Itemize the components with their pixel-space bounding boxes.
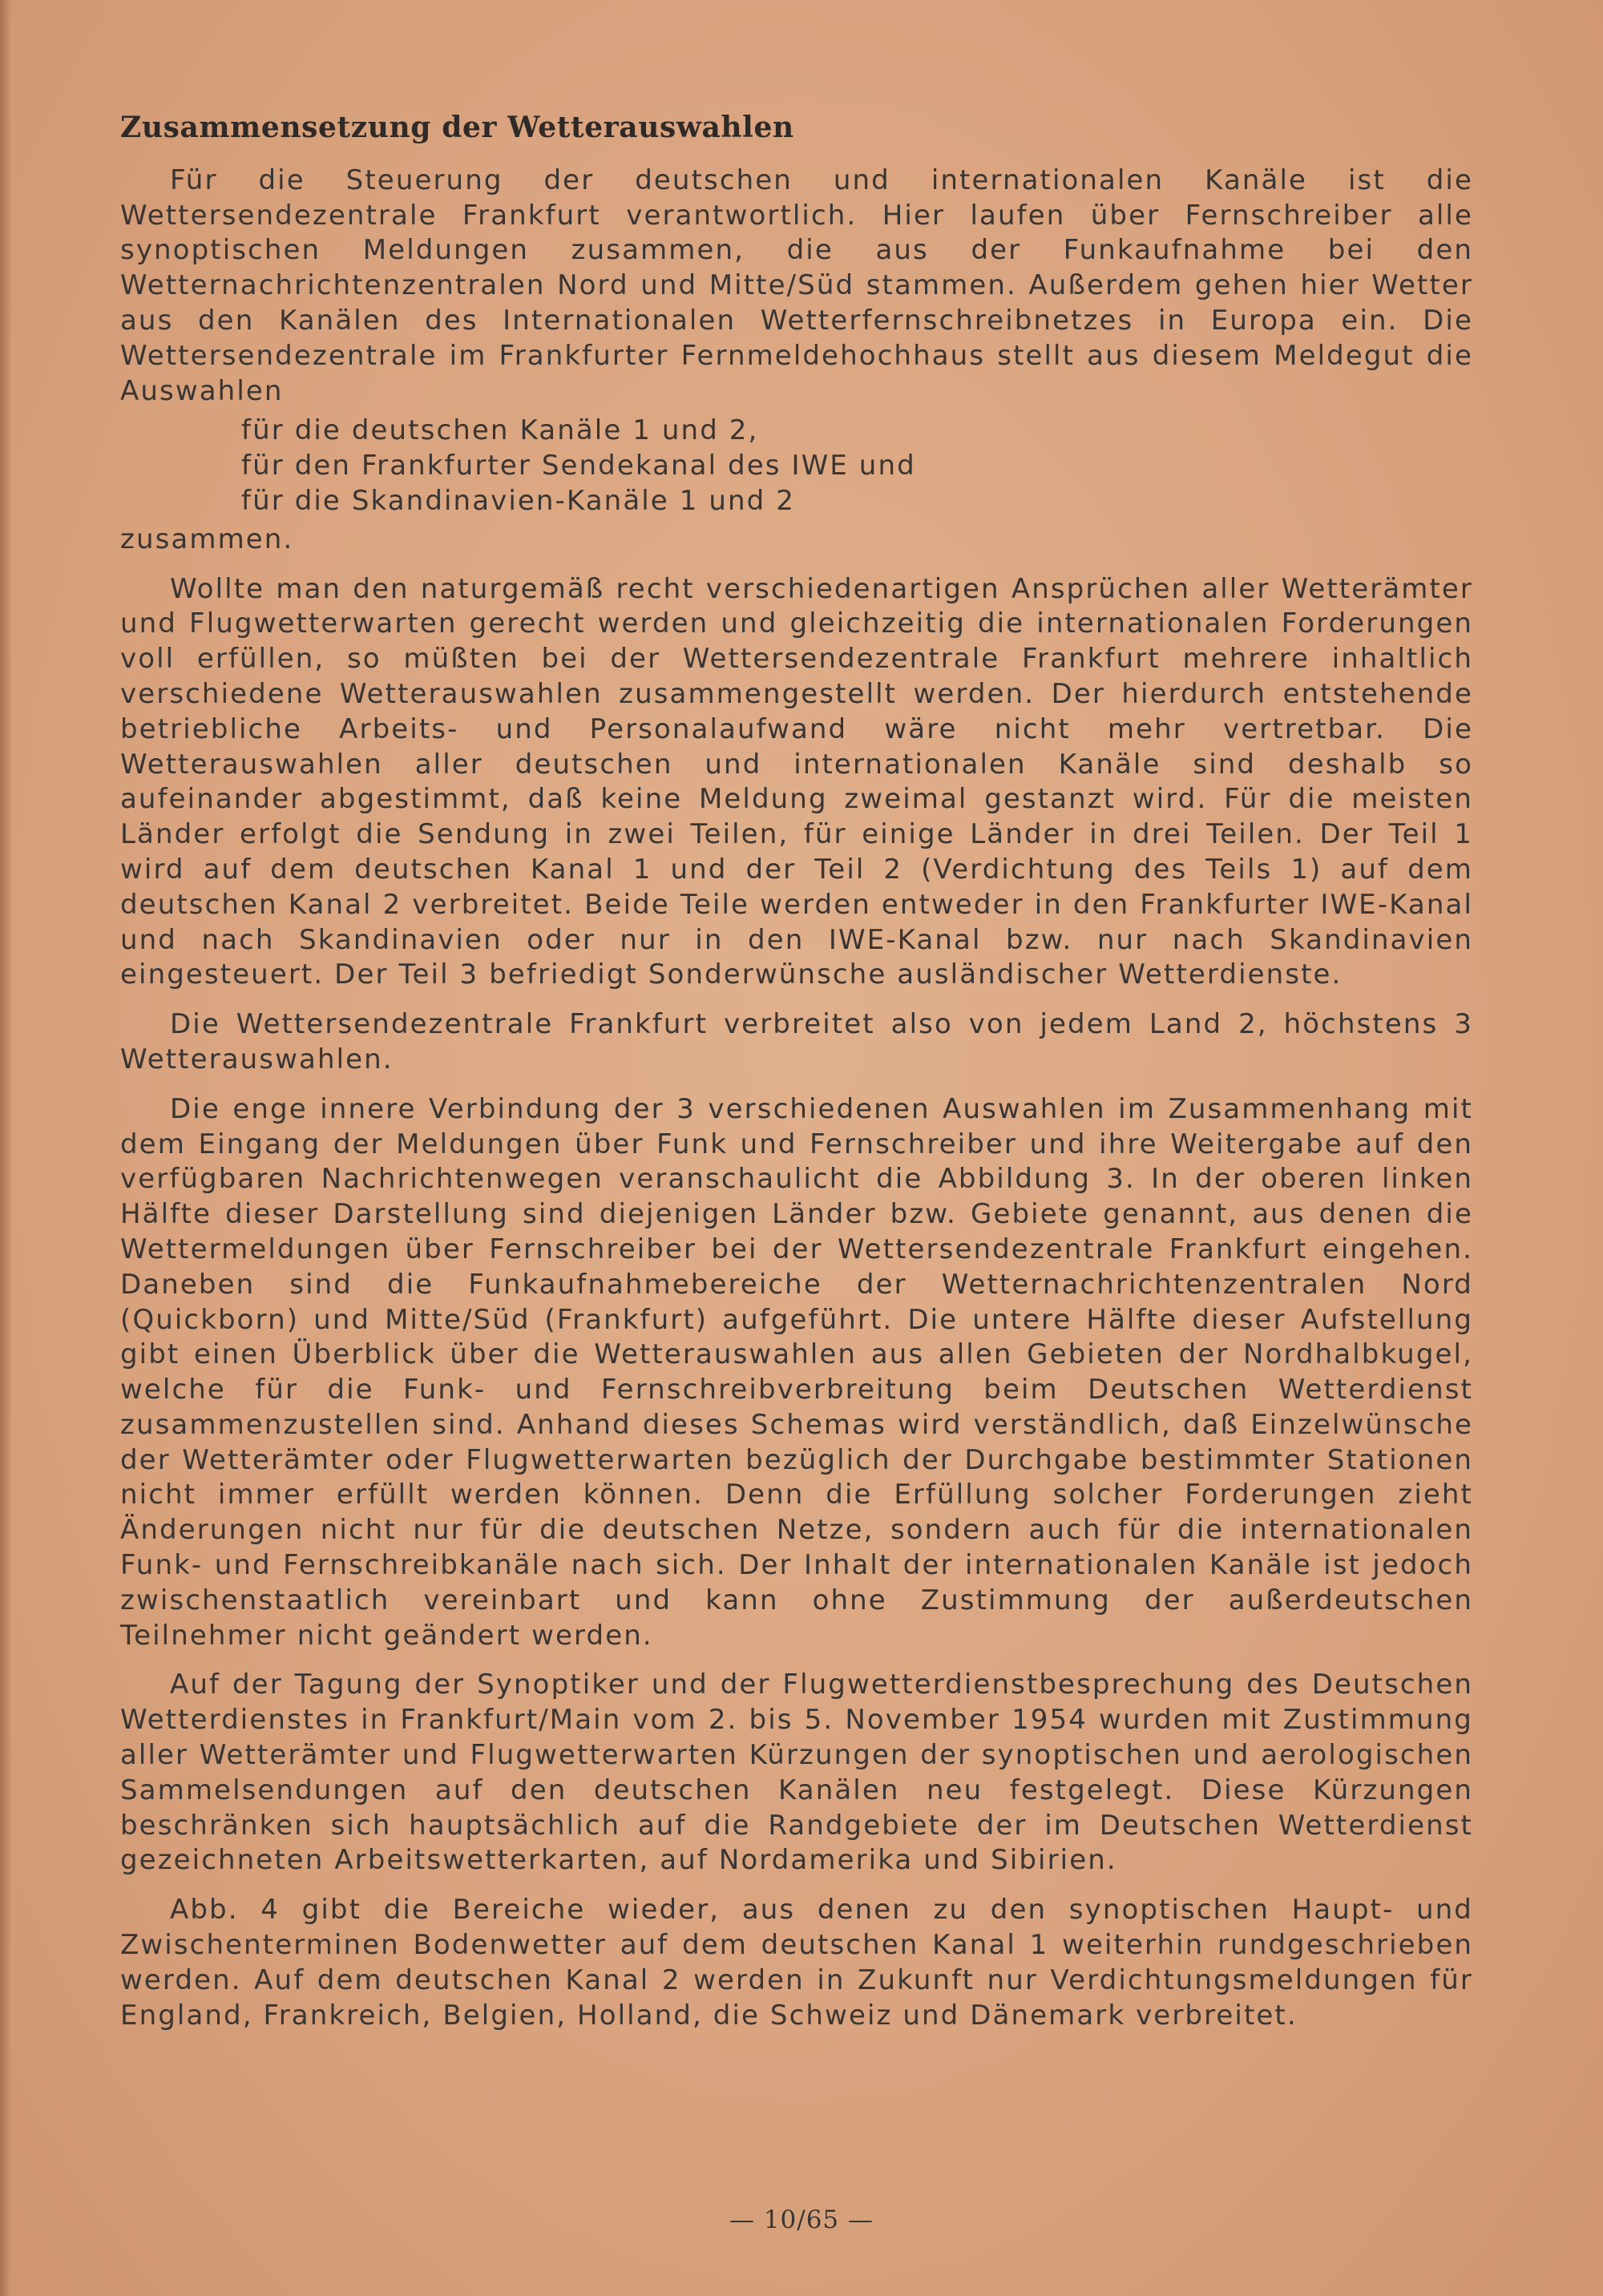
list-item: für die Skandinavien-Kanäle 1 und 2: [241, 484, 795, 517]
page-number: — 10/65 —: [729, 2205, 874, 2234]
paragraph-3: Die Wettersendezentrale Frankfurt verbreitet also von jedem Land 2, höchstens 3 Wetterauswahlen.: [120, 1008, 1473, 1075]
document-body: [120, 111, 1473, 2033]
paragraph-5: Auf der Tagung der Synoptiker und der Flugwetterdienstbesprechung des Deutschen Wetterdienstes in Frankfurt/Main vom 2. bis 5. November 1954 wurden mit Zustimmung aller Wetterämter und Flugwetterwarten Kürzungen der synoptischen und aerologischen Sammelsendungen auf den deutschen Kanälen neu festgelegt. Diese Kürzungen beschränken sich hauptsächlich auf die Randgebiete der im Deutschen Wetterdienst gezeichneten Arbeitswetterkarten, auf Nordamerika und Sibirien.: [120, 1669, 1473, 1877]
list-item: für die deutschen Kanäle 1 und 2,: [241, 414, 759, 447]
paragraph-6: Abb. 4 gibt die Bereiche wieder, aus denen zu den synoptischen Haupt- und Zwischenterminen Bodenwetter auf dem deutschen Kanal 1 weiterhin rundgeschrieben werden. Auf dem deutschen Kanal 2 werden in Zukunft nur Verdichtungsmeldungen für England, Frankreich, Belgien, Holland, die Schweiz und Dänemark verbreitet.: [120, 1894, 1473, 2032]
section-heading: Zusammensetzung der Wetterauswahlen: [120, 111, 794, 144]
paragraph-1: Für die Steuerung der deutschen und internationalen Kanäle ist die Wettersendezentrale Frankfurt verantwortlich. Hier laufen über Fernschreiber alle synoptischen Meldungen zusammen, die aus der Funkaufnahme bei den Wetternachrichtenzentralen Nord und Mitte/Süd stammen. Außerdem gehen hier Wetter aus den Kanälen des Internationalen Wetterfernschreibnetzes in Europa ein. Die Wettersendezentrale im Frankfurter Fernmeldehochhaus stellt aus diesem Meldegut die Auswahlen: [120, 163, 1473, 407]
page-edge-shadow: [0, 0, 11, 2296]
paragraph-2: Wollte man den naturgemäß recht verschiedenartigen Ansprüchen aller Wetterämter und Flugwetterwarten gerecht werden und gleichzeitig die internationalen Forderungen voll erfüllen, so müßten bei der Wettersendezentrale Frankfurt mehrere inhaltlich verschiedene Wetterauswahlen zusammengestellt werden. Der hierdurch entstehende betriebliche Arbeits- und Personalaufwand wäre nicht mehr vertretbar. Die Wetterauswahlen aller deutschen und internationalen Kanäle sind deshalb so aufeinander abgestimmt, daß keine Meldung zweimal gestanzt wird. Für die meisten Länder erfolgt die Sendung in zwei Teilen, für einige Länder in drei Teilen. Der Teil 1 wird auf dem deutschen Kanal 1 und der Teil 2 (Verdichtung des Teils 1) auf dem deutschen Kanal 2 verbreitet. Beide Teile werden entweder in den Frankfurter IWE-Kanal und nach Skandinavien oder nur in den IWE-Kanal bzw. nur nach Skandinavien eingesteuert. Der Teil 3 befriedigt Sonderwünsche ausländischer Wetterdienste.: [120, 572, 1473, 991]
paragraph-4: Die enge innere Verbindung der 3 verschiedenen Auswahlen im Zusammenhang mit dem Eingang der Meldungen über Funk und Fernschreiber und ihre Weitergabe auf den verfügbaren Nachrichtenwegen veranschaulicht die Abbildung 3. In der oberen linken Hälfte dieser Darstellung sind diejenigen Länder bzw. Gebiete genannt, aus denen die Wettermeldungen über Fernschreiber bei der Wettersendezentrale Frankfurt eingehen. Daneben sind die Funkaufnahmebereiche der Wetternachrichtenzentralen Nord (Quickborn) und Mitte/Süd (Frankfurt) aufgeführt. Die untere Hälfte dieser Aufstellung gibt einen Überblick über die Wetterauswahlen aus allen Gebieten der Nordhalbkugel, welche für die Funk- und Fernschreibverbreitung beim Deutschen Wetterdienst zusammenzustellen sind. Anhand dieses Schemas wird verständlich, daß Einzelwünsche der Wetterämter oder Flugwetterwarten bezüglich der Durchgabe bestimmter Stationen nicht immer erfüllt werden können. Denn die Erfüllung solcher Forderungen zieht Änderungen nicht nur für die deutschen Netze, sondern auch für die internationalen Funk- und Fernschreibkanäle nach sich. Der Inhalt der internationalen Kanäle ist jedoch zwischenstaatlich vereinbart und kann ohne Zustimmung der außerdeutschen Teilnehmer nicht geändert werden.: [120, 1092, 1473, 1652]
list-item: für den Frankfurter Sendekanal des IWE und: [241, 450, 916, 482]
paragraph-1-end: zusammen.: [120, 523, 294, 555]
selection-list: [241, 414, 1473, 519]
